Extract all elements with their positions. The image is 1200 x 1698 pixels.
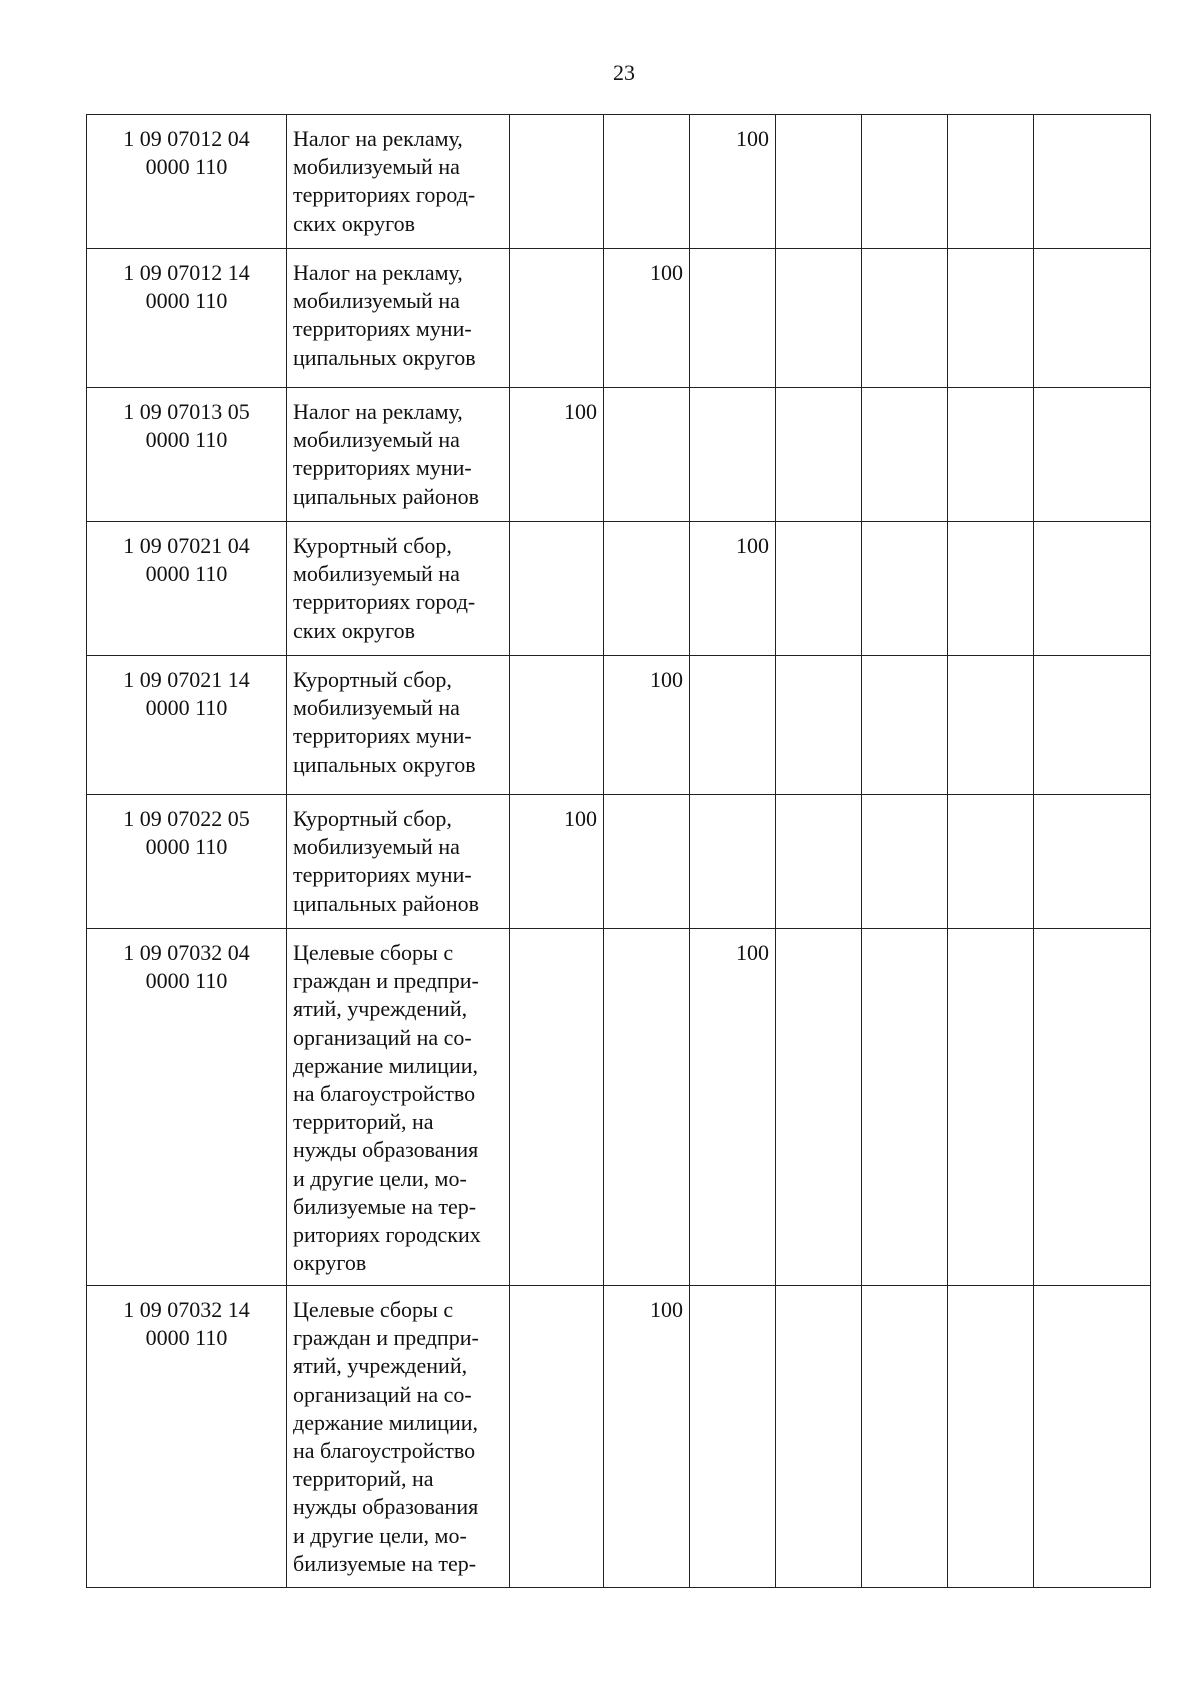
value-cell bbox=[604, 795, 690, 929]
value-cell bbox=[604, 929, 690, 1286]
value-cell bbox=[862, 795, 948, 929]
budget-code: 1 09 07021 04 0000 110 bbox=[87, 522, 287, 656]
value-cell bbox=[690, 795, 776, 929]
value-cell bbox=[604, 388, 690, 522]
revenue-description: Курортный сбор, мобилизуемый на территориях муни- ципальных округов bbox=[287, 656, 510, 795]
table-row bbox=[87, 795, 1151, 929]
value-cell bbox=[862, 1286, 948, 1588]
value-cell bbox=[948, 1286, 1034, 1588]
value-cell bbox=[862, 929, 948, 1286]
budget-code: 1 09 07012 04 0000 110 bbox=[87, 115, 287, 249]
budget-code: 1 09 07012 14 0000 110 bbox=[87, 249, 287, 388]
value-cell bbox=[776, 388, 862, 522]
table-row bbox=[87, 929, 1151, 1286]
budget-code: 1 09 07013 05 0000 110 bbox=[87, 388, 287, 522]
revenue-description: Курортный сбор, мобилизуемый на территориях город- ских округов bbox=[287, 522, 510, 656]
value-cell: 100 bbox=[604, 656, 690, 795]
revenue-description: Налог на рекламу, мобилизуемый на территориях муни- ципальных районов bbox=[287, 388, 510, 522]
value-cell bbox=[690, 388, 776, 522]
revenue-description: Целевые сборы с граждан и предпри- ятий, учреждений, организаций на со- держание милиции, на благоустройство территорий, на нужды образования и другие цели, мо- билизуемые на тер- риториях городских округов bbox=[287, 929, 510, 1286]
revenue-description: Курортный сбор, мобилизуемый на территориях муни- ципальных районов bbox=[287, 795, 510, 929]
budget-code: 1 09 07032 04 0000 110 bbox=[87, 929, 287, 1286]
value-cell bbox=[776, 522, 862, 656]
revenue-description: Налог на рекламу, мобилизуемый на территориях муни- ципальных округов bbox=[287, 249, 510, 388]
value-cell bbox=[862, 656, 948, 795]
value-cell bbox=[862, 522, 948, 656]
value-cell bbox=[510, 115, 604, 249]
revenue-description: Налог на рекламу, мобилизуемый на территориях город- ских округов bbox=[287, 115, 510, 249]
value-cell bbox=[948, 795, 1034, 929]
budget-code: 1 09 07022 05 0000 110 bbox=[87, 795, 287, 929]
value-cell: 100 bbox=[690, 522, 776, 656]
table-row bbox=[87, 249, 1151, 388]
value-cell bbox=[510, 249, 604, 388]
budget-code: 1 09 07032 14 0000 110 bbox=[87, 1286, 287, 1588]
value-cell bbox=[1034, 656, 1151, 795]
value-cell bbox=[604, 115, 690, 249]
value-cell bbox=[948, 249, 1034, 388]
value-cell bbox=[948, 115, 1034, 249]
value-cell: 100 bbox=[604, 1286, 690, 1588]
value-cell: 100 bbox=[604, 249, 690, 388]
value-cell bbox=[776, 249, 862, 388]
value-cell bbox=[510, 656, 604, 795]
value-cell bbox=[1034, 249, 1151, 388]
value-cell bbox=[1034, 522, 1151, 656]
value-cell bbox=[510, 929, 604, 1286]
value-cell bbox=[948, 929, 1034, 1286]
value-cell bbox=[1034, 1286, 1151, 1588]
value-cell bbox=[776, 929, 862, 1286]
value-cell bbox=[948, 656, 1034, 795]
value-cell bbox=[776, 115, 862, 249]
value-cell bbox=[948, 388, 1034, 522]
value-cell: 100 bbox=[690, 929, 776, 1286]
value-cell bbox=[862, 388, 948, 522]
table-row bbox=[87, 388, 1151, 522]
value-cell bbox=[948, 522, 1034, 656]
value-cell bbox=[1034, 388, 1151, 522]
page-number: 23 bbox=[613, 60, 635, 85]
value-cell: 100 bbox=[510, 388, 604, 522]
value-cell bbox=[690, 656, 776, 795]
value-cell bbox=[690, 249, 776, 388]
value-cell bbox=[1034, 115, 1151, 249]
value-cell bbox=[510, 522, 604, 656]
table-row bbox=[87, 522, 1151, 656]
value-cell bbox=[1034, 795, 1151, 929]
value-cell bbox=[510, 1286, 604, 1588]
value-cell bbox=[776, 795, 862, 929]
value-cell: 100 bbox=[510, 795, 604, 929]
budget-code: 1 09 07021 14 0000 110 bbox=[87, 656, 287, 795]
value-cell bbox=[776, 1286, 862, 1588]
value-cell: 100 bbox=[690, 115, 776, 249]
value-cell bbox=[690, 1286, 776, 1588]
table-row bbox=[87, 1286, 1151, 1588]
value-cell bbox=[776, 656, 862, 795]
revenue-description: Целевые сборы с граждан и предпри- ятий, учреждений, организаций на со- держание милиции, на благоустройство территорий, на нужды образования и другие цели, мо- билизуемые на тер- bbox=[287, 1286, 510, 1588]
value-cell bbox=[862, 249, 948, 388]
table-row bbox=[87, 115, 1151, 249]
value-cell bbox=[604, 522, 690, 656]
table-row bbox=[87, 656, 1151, 795]
value-cell bbox=[862, 115, 948, 249]
revenue-distribution-table bbox=[86, 114, 1151, 1588]
value-cell bbox=[1034, 929, 1151, 1286]
